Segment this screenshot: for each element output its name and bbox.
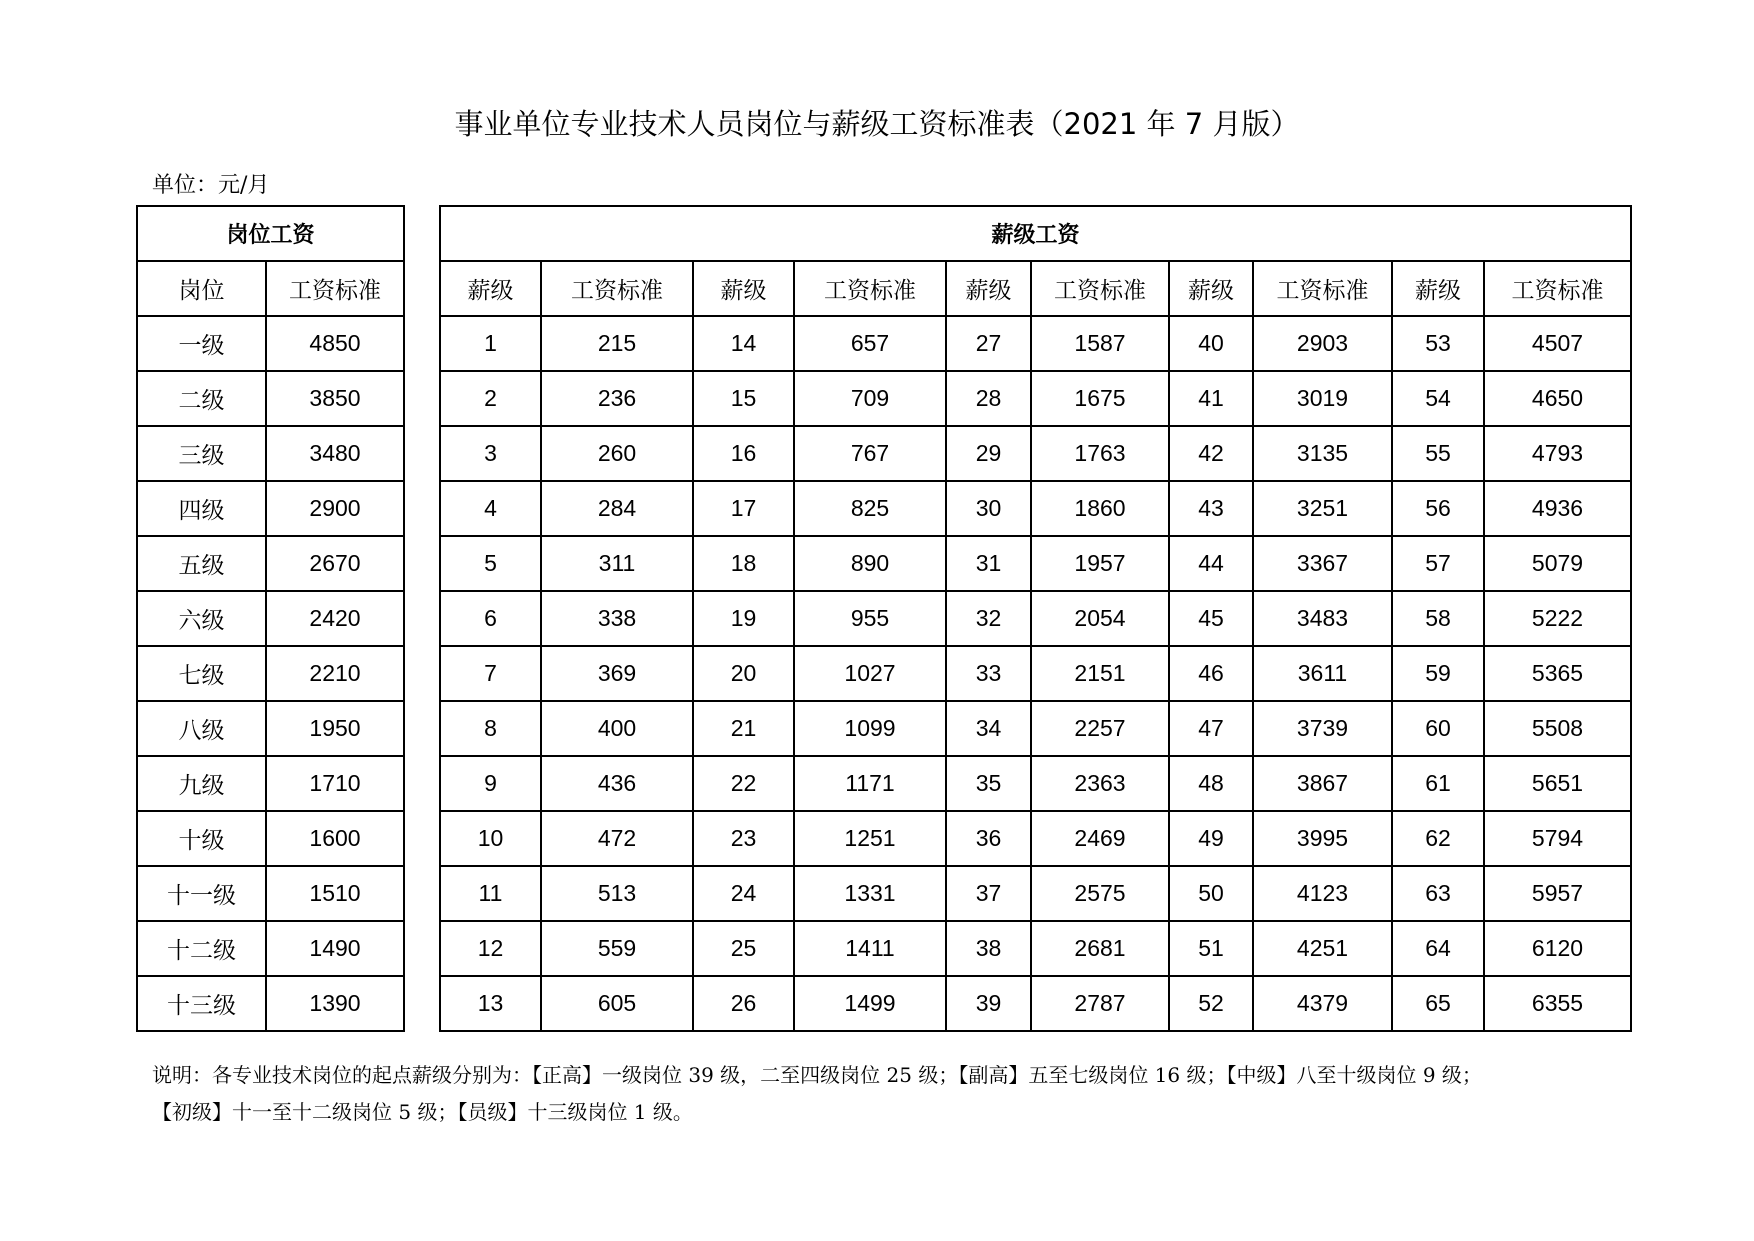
grade-salary-cell: 5651 [1484, 756, 1631, 811]
grade-salary-cell: 260 [541, 426, 693, 481]
grade-number-cell: 57 [1392, 536, 1484, 591]
grade-salary-cell: 559 [541, 921, 693, 976]
grade-number-cell: 4 [440, 481, 541, 536]
column-header-grade: 薪级 [1169, 261, 1253, 316]
table-row [137, 921, 404, 976]
column-header-standard: 工资标准 [266, 261, 404, 316]
grade-salary-header: 薪级工资 [440, 206, 1631, 261]
table-row [137, 756, 404, 811]
grade-number-cell: 52 [1169, 976, 1253, 1031]
post-salary-cell: 3850 [266, 371, 404, 426]
table-row [137, 426, 404, 481]
table-row [137, 646, 404, 701]
grade-number-cell: 28 [946, 371, 1031, 426]
grade-salary-cell: 709 [794, 371, 946, 426]
grade-salary-cell: 3867 [1253, 756, 1392, 811]
column-header-standard: 工资标准 [794, 261, 946, 316]
post-level-cell: 七级 [137, 646, 266, 701]
grade-number-cell: 22 [693, 756, 794, 811]
unit-label: 单位：元/月 [152, 173, 270, 198]
post-level-cell: 十三级 [137, 976, 266, 1031]
grade-salary-cell: 513 [541, 866, 693, 921]
note-line-1: 说明：各专业技术岗位的起点薪级分别为：【正高】一级岗位 39 级，二至四级岗位 25 级；【副高】五至七级岗位 16 级；【中级】八至十级岗位 9 级； [152, 1063, 1482, 1087]
grade-salary-cell: 1331 [794, 866, 946, 921]
grade-salary-cell: 6120 [1484, 921, 1631, 976]
column-header-grade: 薪级 [946, 261, 1031, 316]
column-header-standard: 工资标准 [1484, 261, 1631, 316]
grade-number-cell: 45 [1169, 591, 1253, 646]
grade-salary-cell: 3251 [1253, 481, 1392, 536]
grade-number-cell: 7 [440, 646, 541, 701]
grade-salary-cell: 5079 [1484, 536, 1631, 591]
grade-number-cell: 23 [693, 811, 794, 866]
grade-salary-cell: 1171 [794, 756, 946, 811]
post-salary-cell: 2210 [266, 646, 404, 701]
table-row [137, 866, 404, 921]
grade-salary-cell: 1499 [794, 976, 946, 1031]
grade-salary-cell: 6355 [1484, 976, 1631, 1031]
grade-salary-cell: 890 [794, 536, 946, 591]
post-level-cell: 九级 [137, 756, 266, 811]
table-row [440, 481, 1631, 536]
grade-number-cell: 63 [1392, 866, 1484, 921]
grade-salary-cell: 4123 [1253, 866, 1392, 921]
post-salary-cell: 1510 [266, 866, 404, 921]
grade-salary-cell: 4793 [1484, 426, 1631, 481]
grade-salary-cell: 2903 [1253, 316, 1392, 371]
post-salary-cell: 2670 [266, 536, 404, 591]
post-salary-cell: 1950 [266, 701, 404, 756]
post-salary-cell: 3480 [266, 426, 404, 481]
grade-number-cell: 38 [946, 921, 1031, 976]
grade-number-cell: 30 [946, 481, 1031, 536]
grade-number-cell: 12 [440, 921, 541, 976]
grade-salary-cell: 657 [794, 316, 946, 371]
grade-number-cell: 60 [1392, 701, 1484, 756]
grade-salary-cell: 3995 [1253, 811, 1392, 866]
grade-salary-cell: 1099 [794, 701, 946, 756]
grade-salary-cell: 3611 [1253, 646, 1392, 701]
post-salary-table [136, 205, 405, 1032]
post-salary-cell: 2900 [266, 481, 404, 536]
post-level-cell: 十一级 [137, 866, 266, 921]
grade-salary-cell: 3739 [1253, 701, 1392, 756]
grade-number-cell: 27 [946, 316, 1031, 371]
grade-number-cell: 41 [1169, 371, 1253, 426]
grade-salary-cell: 2575 [1031, 866, 1169, 921]
table-row [440, 316, 1631, 371]
grade-number-cell: 64 [1392, 921, 1484, 976]
grade-salary-cell: 4650 [1484, 371, 1631, 426]
grade-number-cell: 3 [440, 426, 541, 481]
post-salary-cell: 2420 [266, 591, 404, 646]
grade-salary-cell: 1675 [1031, 371, 1169, 426]
post-level-cell: 六级 [137, 591, 266, 646]
grade-number-cell: 56 [1392, 481, 1484, 536]
grade-number-cell: 40 [1169, 316, 1253, 371]
table-row [440, 701, 1631, 756]
column-header-standard: 工资标准 [1031, 261, 1169, 316]
grade-salary-cell: 436 [541, 756, 693, 811]
column-header-standard: 工资标准 [541, 261, 693, 316]
table-row [137, 371, 404, 426]
grade-salary-cell: 2257 [1031, 701, 1169, 756]
post-salary-cell: 1710 [266, 756, 404, 811]
grade-number-cell: 39 [946, 976, 1031, 1031]
grade-number-cell: 65 [1392, 976, 1484, 1031]
grade-salary-cell: 1860 [1031, 481, 1169, 536]
grade-salary-cell: 5957 [1484, 866, 1631, 921]
grade-salary-cell: 2151 [1031, 646, 1169, 701]
grade-number-cell: 59 [1392, 646, 1484, 701]
table-row [137, 536, 404, 591]
grade-salary-cell: 5222 [1484, 591, 1631, 646]
post-salary-cell: 1600 [266, 811, 404, 866]
table-row [137, 701, 404, 756]
grade-salary-cell: 2363 [1031, 756, 1169, 811]
grade-number-cell: 35 [946, 756, 1031, 811]
grade-number-cell: 25 [693, 921, 794, 976]
grade-salary-cell: 369 [541, 646, 693, 701]
table-row [440, 371, 1631, 426]
table-row [440, 591, 1631, 646]
grade-number-cell: 11 [440, 866, 541, 921]
grade-number-cell: 36 [946, 811, 1031, 866]
grade-salary-cell: 215 [541, 316, 693, 371]
post-level-cell: 一级 [137, 316, 266, 371]
column-header-grade: 薪级 [1392, 261, 1484, 316]
table-row [137, 481, 404, 536]
grade-number-cell: 47 [1169, 701, 1253, 756]
grade-number-cell: 46 [1169, 646, 1253, 701]
grade-salary-cell: 3483 [1253, 591, 1392, 646]
grade-number-cell: 49 [1169, 811, 1253, 866]
grade-number-cell: 62 [1392, 811, 1484, 866]
grade-number-cell: 14 [693, 316, 794, 371]
grade-salary-cell: 236 [541, 371, 693, 426]
table-row [440, 426, 1631, 481]
grade-salary-cell: 4379 [1253, 976, 1392, 1031]
grade-number-cell: 21 [693, 701, 794, 756]
grade-number-cell: 16 [693, 426, 794, 481]
page-title: 事业单位专业技术人员岗位与薪级工资标准表（2021 年 7 月版） [454, 107, 1300, 141]
column-header-grade: 薪级 [440, 261, 541, 316]
grade-salary-cell: 5365 [1484, 646, 1631, 701]
note-line-2: 【初级】十一至十二级岗位 5 级；【员级】十三级岗位 1 级。 [152, 1100, 693, 1124]
grade-salary-cell: 2054 [1031, 591, 1169, 646]
grade-number-cell: 48 [1169, 756, 1253, 811]
grade-number-cell: 26 [693, 976, 794, 1031]
table-row [440, 646, 1631, 701]
grade-number-cell: 42 [1169, 426, 1253, 481]
grade-salary-cell: 825 [794, 481, 946, 536]
grade-salary-cell: 1957 [1031, 536, 1169, 591]
column-header-post: 岗位 [137, 261, 266, 316]
grade-number-cell: 19 [693, 591, 794, 646]
post-level-cell: 八级 [137, 701, 266, 756]
grade-salary-cell: 605 [541, 976, 693, 1031]
post-level-cell: 十二级 [137, 921, 266, 976]
grade-salary-cell: 5508 [1484, 701, 1631, 756]
grade-salary-cell: 338 [541, 591, 693, 646]
grade-salary-cell: 4251 [1253, 921, 1392, 976]
table-row [137, 976, 404, 1031]
grade-number-cell: 6 [440, 591, 541, 646]
table-row [137, 316, 404, 371]
grade-number-cell: 17 [693, 481, 794, 536]
table-row [440, 756, 1631, 811]
grade-number-cell: 34 [946, 701, 1031, 756]
grade-salary-cell: 1587 [1031, 316, 1169, 371]
table-row [137, 811, 404, 866]
grade-salary-cell: 1763 [1031, 426, 1169, 481]
table-row [137, 591, 404, 646]
grade-salary-cell: 284 [541, 481, 693, 536]
grade-salary-cell: 1411 [794, 921, 946, 976]
post-level-cell: 三级 [137, 426, 266, 481]
post-salary-cell: 1490 [266, 921, 404, 976]
table-row [440, 866, 1631, 921]
post-level-cell: 二级 [137, 371, 266, 426]
grade-number-cell: 18 [693, 536, 794, 591]
grade-number-cell: 43 [1169, 481, 1253, 536]
column-header-grade: 薪级 [693, 261, 794, 316]
grade-number-cell: 32 [946, 591, 1031, 646]
grade-number-cell: 54 [1392, 371, 1484, 426]
grade-salary-cell: 5794 [1484, 811, 1631, 866]
grade-salary-cell: 767 [794, 426, 946, 481]
grade-number-cell: 58 [1392, 591, 1484, 646]
grade-salary-cell: 2681 [1031, 921, 1169, 976]
post-salary-cell: 4850 [266, 316, 404, 371]
grade-salary-cell: 4936 [1484, 481, 1631, 536]
grade-number-cell: 61 [1392, 756, 1484, 811]
grade-salary-cell: 955 [794, 591, 946, 646]
grade-salary-cell: 3367 [1253, 536, 1392, 591]
grade-number-cell: 55 [1392, 426, 1484, 481]
grade-number-cell: 8 [440, 701, 541, 756]
table-row [440, 536, 1631, 591]
grade-number-cell: 50 [1169, 866, 1253, 921]
grade-number-cell: 15 [693, 371, 794, 426]
explanation-note [152, 1057, 1622, 1131]
grade-number-cell: 13 [440, 976, 541, 1031]
grade-salary-cell: 4507 [1484, 316, 1631, 371]
grade-number-cell: 20 [693, 646, 794, 701]
post-salary-header: 岗位工资 [137, 206, 404, 261]
grade-number-cell: 44 [1169, 536, 1253, 591]
grade-salary-cell: 311 [541, 536, 693, 591]
grade-number-cell: 2 [440, 371, 541, 426]
grade-number-cell: 9 [440, 756, 541, 811]
grade-number-cell: 24 [693, 866, 794, 921]
grade-number-cell: 10 [440, 811, 541, 866]
grade-number-cell: 53 [1392, 316, 1484, 371]
grade-number-cell: 31 [946, 536, 1031, 591]
table-row [440, 811, 1631, 866]
grade-number-cell: 5 [440, 536, 541, 591]
grade-salary-cell: 1251 [794, 811, 946, 866]
grade-salary-table [439, 205, 1632, 1032]
grade-number-cell: 1 [440, 316, 541, 371]
post-level-cell: 十级 [137, 811, 266, 866]
grade-salary-cell: 400 [541, 701, 693, 756]
post-level-cell: 五级 [137, 536, 266, 591]
grade-number-cell: 33 [946, 646, 1031, 701]
post-level-cell: 四级 [137, 481, 266, 536]
grade-salary-cell: 1027 [794, 646, 946, 701]
column-header-standard: 工资标准 [1253, 261, 1392, 316]
grade-number-cell: 37 [946, 866, 1031, 921]
grade-salary-cell: 3019 [1253, 371, 1392, 426]
grade-salary-cell: 3135 [1253, 426, 1392, 481]
grade-salary-cell: 2469 [1031, 811, 1169, 866]
grade-salary-cell: 2787 [1031, 976, 1169, 1031]
grade-salary-cell: 472 [541, 811, 693, 866]
table-row [440, 921, 1631, 976]
grade-number-cell: 51 [1169, 921, 1253, 976]
table-row [440, 976, 1631, 1031]
grade-number-cell: 29 [946, 426, 1031, 481]
post-salary-cell: 1390 [266, 976, 404, 1031]
